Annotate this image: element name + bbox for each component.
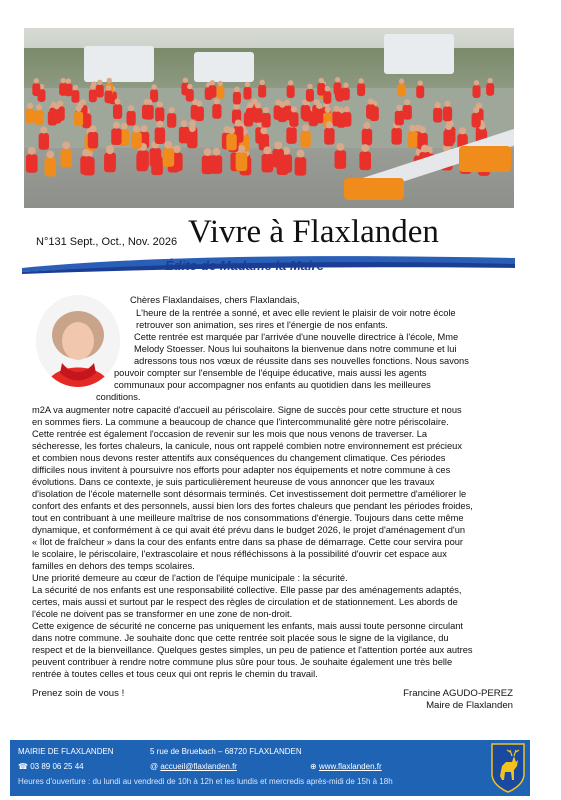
body-line: et combien nous devons rester attentifs aux conséquences du changement climatique. Ces périodes — [32, 453, 446, 463]
body-line: difficiles nous invitent à poursuivre nos efforts pour adapter nos équipements et notre commune à ces — [32, 465, 451, 475]
body-line: peuvent contribuer à rendre notre commune plus sûre pour tous. Je souhaite également une très belle — [32, 657, 453, 667]
website-link[interactable]: www.flaxlanden.fr — [318, 762, 382, 771]
closing-line: Prenez soin de vous ! — [32, 688, 125, 699]
body-line: Une priorité demeure au cœur de l'action de l'équipe municipale : la sécurité. — [32, 573, 348, 583]
body-line: certes, mais aussi et surtout par le respect des règles de circulation et de stationnement. Les abords de — [32, 597, 458, 607]
body-line: l'école ne doivent pas se transformer en une zone de non-droit. — [32, 609, 293, 619]
body-line: dynamique, et conformément à ce qui avait été prévu dans le budget 2026, le projet d'aménagement d'un — [32, 525, 466, 535]
body-line: tout en contribuant à une meilleure maîtrise de nos consommations d'énergie. Toujours dans cette même — [32, 513, 464, 523]
group-photo — [24, 28, 514, 208]
body-line: retrouver son animation, ses rires et l'énergie de nos enfants. — [136, 320, 388, 330]
greeting: Chères Flaxlandaises, chers Flaxlandais, — [130, 295, 300, 305]
body-line: familles en dehors des temps scolaires. — [32, 561, 195, 571]
footer-org: MAIRIE DE FLAXLANDEN — [18, 747, 114, 756]
body-line: d'isolation de l'école maternelle sont désormais terminés. Cet investissement doit permettre d'améliorer le — [32, 489, 467, 499]
body-line: le scolaire, le périscolaire, l'extrascolaire et nous réfléchissons à la possibilité d'ouvrir cet espace aux — [32, 549, 447, 559]
body-line: en sommes fiers. La commune a beaucoup de chance que l'intercommunalité gère notre périscolaire. — [32, 417, 449, 427]
body-line: dans notre commune. Je souhaite donc que cette rentrée soit placée sous le signe de la vigilance, du — [32, 633, 449, 643]
footer-address: 5 rue de Bruebach – 68720 FLAXLANDEN — [150, 747, 302, 756]
body-line: La sécurité de nos enfants est une responsabilité collective. Elle passe par des aménagements adaptés, — [32, 585, 462, 595]
body-line: respect et de la bienveillance. Quelques gestes simples, un peu de patience et l'attention portée aux autres — [32, 645, 473, 655]
body-line: Cette rentrée est marquée par l'arrivée d'une nouvelle directrice à l'école, Mme — [134, 332, 459, 342]
email-link[interactable]: accueil@flaxlanden.fr — [160, 762, 237, 771]
body-line: Cette exigence de sécurité ne concerne pas uniquement les enfants, mais aussi toute personne circulant — [32, 621, 464, 631]
issue-number: N°131 Sept., Oct., Nov. 2026 — [36, 236, 178, 248]
signature-name: Francine AGUDO-PEREZ — [403, 688, 513, 699]
footer-email[interactable] — [150, 762, 237, 771]
body-line: adressons tous nos vœux de réussite dans ses nouvelles fonctions. Nous savons — [134, 356, 469, 366]
section-heading: Édito de Madame la Maire — [165, 258, 324, 273]
body-line: sécheresse, les fortes chaleurs, la canicule, nous ont rappelé combien notre environnement est précieux — [32, 441, 462, 451]
body-line: communaux pour accompagner nos enfants au quotidien dans les meilleures — [114, 380, 431, 390]
globe-icon: ⊕ — [310, 762, 317, 771]
contact-footer — [10, 740, 530, 796]
at-icon: @ — [150, 762, 159, 771]
body-line: confort des enfants et des personnels, aussi bien lors des fortes chaleurs que pendant les périodes froides, — [32, 501, 473, 511]
signature-role: Maire de Flaxlanden — [426, 700, 513, 711]
phone-icon: ☎ — [18, 762, 28, 771]
footer-phone — [18, 762, 84, 771]
body-line: m2A va augmenter notre capacité d'accueil au périscolaire. Signe de succès pour cette structure et nous — [32, 405, 462, 415]
body-line: pouvoir compter sur l'ensemble de l'équipe éducative, mais aussi les agents — [114, 368, 427, 378]
body-line: rentrée à toutes celles et tous ceux qui ont repris le chemin du travail. — [32, 669, 318, 679]
phone-number: 03 89 06 25 44 — [30, 762, 84, 771]
body-line: conditions. — [96, 392, 141, 402]
body-line: Melody Stoesser. Nous lui souhaitons la bienvenue dans notre commune et lui — [134, 344, 457, 354]
mayor-portrait — [36, 295, 120, 387]
deer-crest-icon — [490, 742, 526, 794]
newsletter-title: Vivre à Flaxlanden — [188, 214, 439, 250]
crowd-illustration — [24, 68, 514, 208]
body-line: Cette rentrée est également l'occasion de revenir sur les mois que nous venons de traverser. La — [32, 429, 428, 439]
footer-website[interactable] — [310, 762, 382, 771]
signature — [403, 688, 513, 712]
body-line: « îlot de fraîcheur » dans la cour des enfants entre dans sa phase de démarrage. Cette cour servira pour — [32, 537, 464, 547]
footer-hours: Heures d'ouverture : du lundi au vendredi de 10h à 12h et les lundis et mercredis après-midi de 15h à 18h — [18, 777, 393, 786]
body-line: évolutions. Dans ce contexte, je suis particulièrement heureuse de vous annoncer que les travaux — [32, 477, 435, 487]
body-line: L'heure de la rentrée a sonné, et avec elle revient le plaisir de voir notre école — [136, 308, 456, 318]
